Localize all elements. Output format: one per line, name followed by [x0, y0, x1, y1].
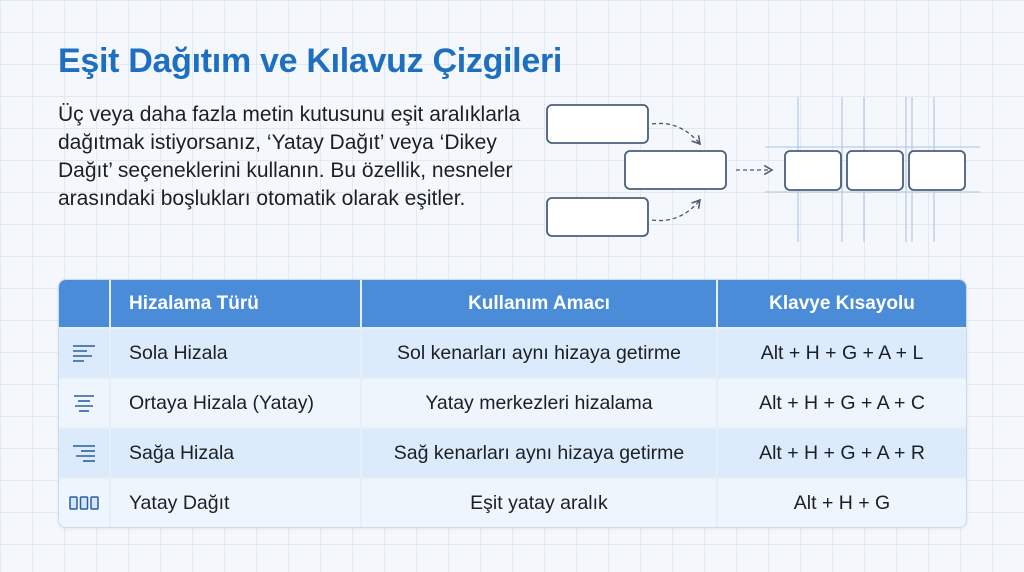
- alignment-shortcut: Alt + H + G + A + R: [717, 428, 966, 478]
- alignment-purpose: Sol kenarları aynı hizaya getirme: [361, 328, 717, 378]
- alignment-table: [58, 279, 967, 528]
- table-row: [59, 478, 966, 527]
- page-title: Eşit Dağıtım ve Kılavuz Çizgileri: [58, 42, 563, 80]
- alignment-name: Ortaya Hizala (Yatay): [110, 378, 361, 428]
- header-alignment-type: Hizalama Türü: [110, 280, 361, 328]
- alignment-shortcut: Alt + H + G + A + C: [717, 378, 966, 428]
- alignment-name: Yatay Dağıt: [110, 478, 361, 527]
- source-box-bottom: [547, 198, 648, 236]
- alignment-name: Sola Hizala: [110, 328, 361, 378]
- alignment-shortcut: Alt + H + G: [717, 478, 966, 527]
- result-box-1: [785, 151, 841, 190]
- table-row: [59, 428, 966, 478]
- align-center-icon: [70, 392, 98, 414]
- header-purpose: Kullanım Amacı: [361, 280, 717, 328]
- alignment-purpose: Yatay merkezleri hizalama: [361, 378, 717, 428]
- alignment-purpose: Eşit yatay aralık: [361, 478, 717, 527]
- align-left-icon: [70, 342, 98, 364]
- table-row: [59, 378, 966, 428]
- alignment-shortcut: Alt + H + G + A + L: [717, 328, 966, 378]
- source-box-middle: [625, 151, 726, 189]
- alignment-purpose: Sağ kenarları aynı hizaya getirme: [361, 428, 717, 478]
- distribution-diagram: [540, 92, 980, 252]
- header-shortcut: Klavye Kısayolu: [717, 280, 966, 328]
- distribute-horizontal-icon: [68, 492, 100, 514]
- table-row: [59, 328, 966, 378]
- source-box-top: [547, 105, 648, 143]
- result-box-2: [847, 151, 903, 190]
- result-box-3: [909, 151, 965, 190]
- align-right-icon: [70, 442, 98, 464]
- table-header-row: [59, 280, 966, 328]
- intro-paragraph: Üç veya daha fazla metin kutusunu eşit aralıklarla dağıtmak istiyorsanız, ‘Yatay Dağıt’ veya ‘Dikey Dağıt’ seçeneklerini kullanın. Bu özellik, nesneler arasındaki boşlukları otomatik olarak eşitler.: [58, 103, 521, 210]
- header-icon-cell: [59, 280, 110, 328]
- alignment-name: Sağa Hizala: [110, 428, 361, 478]
